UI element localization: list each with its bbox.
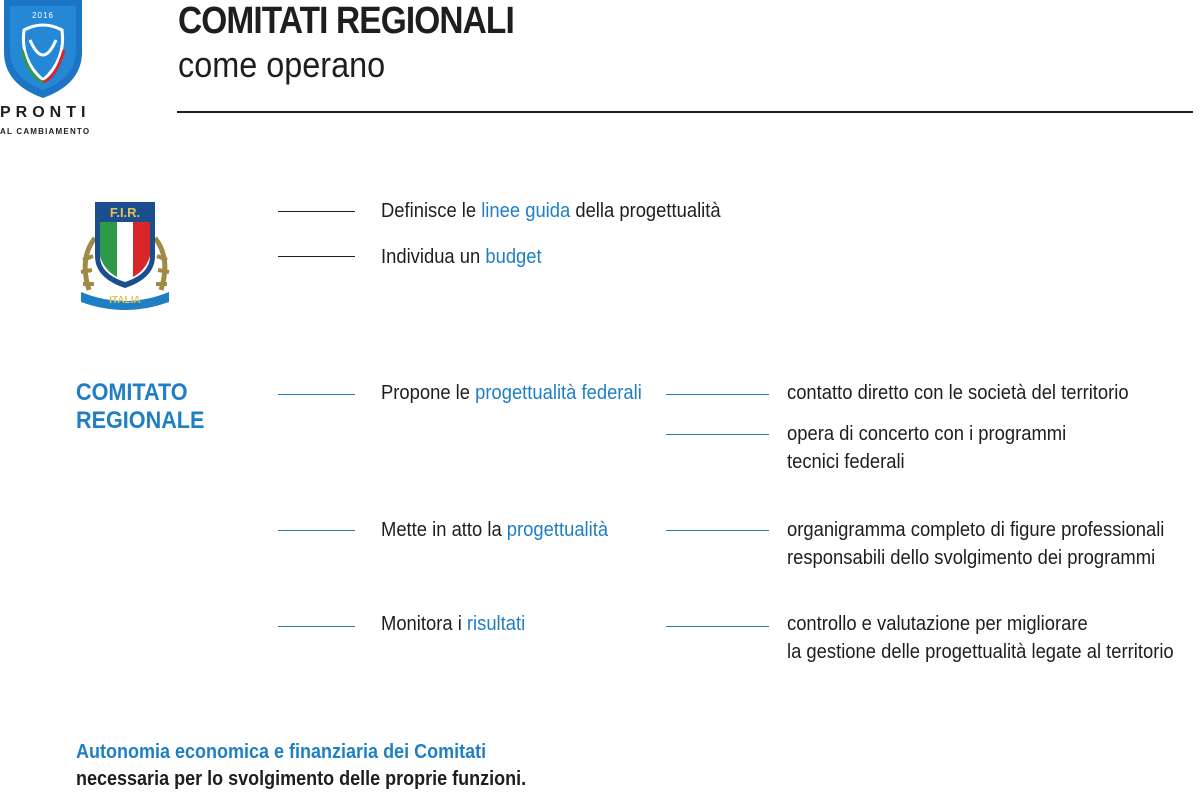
brand-tagline: AL CAMBIAMENTO (0, 127, 91, 136)
detail-line: controllo e valutazione per migliorare (787, 613, 1088, 635)
action-text: Monitora i (381, 613, 467, 635)
crest-top-label: F.I.R. (109, 205, 141, 220)
action-highlight: progettualità federali (475, 382, 642, 404)
item-highlight: budget (485, 246, 542, 268)
crest-ribbon-label: ITALIA (109, 295, 141, 306)
connector-line (666, 626, 769, 627)
connector-line (666, 530, 769, 531)
detail-line: la gestione delle progettualità legate al territorio (787, 641, 1174, 663)
committee-action (381, 516, 608, 544)
action-highlight: progettualità (506, 519, 609, 541)
detail-line: organigramma completo di figure professionali (787, 519, 1165, 541)
detail-line: contatto diretto con le società del territorio (787, 382, 1129, 404)
item-highlight: linee guida (481, 200, 571, 222)
page-subtitle: come operano (178, 44, 386, 85)
page-title: COMITATI REGIONALI (178, 0, 514, 42)
connector-line (278, 256, 355, 257)
detail-line: opera di concerto con i programmi (787, 423, 1067, 445)
committee-action (381, 610, 525, 638)
connector-line (666, 434, 769, 435)
committee-detail (787, 610, 1174, 666)
item-text: Individua un (381, 246, 486, 268)
committee-action (381, 379, 642, 407)
action-text: Mette in atto la (381, 519, 507, 541)
committee-detail (787, 420, 1066, 476)
committee-label-line: REGIONALE (76, 407, 205, 434)
footer-text: necessaria per lo svolgimento delle proprie funzioni. (76, 768, 527, 790)
footer-highlight: Autonomia economica e finanziaria dei Comitati (76, 741, 487, 763)
connector-line (278, 530, 355, 531)
connector-line (278, 394, 355, 395)
header-divider (177, 111, 1193, 113)
federation-item (381, 197, 721, 225)
detail-line: responsabili dello svolgimento dei programmi (787, 547, 1156, 569)
connector-line (278, 211, 355, 212)
fir-crest-icon (75, 198, 175, 316)
committee-detail (787, 516, 1164, 572)
committee-label (76, 379, 204, 435)
committee-label-line: COMITATO (76, 379, 188, 406)
brand-year: 2016 (32, 11, 54, 20)
brand-word: PRONTI (0, 104, 91, 121)
action-text: Propone le (381, 382, 476, 404)
item-text: Definisce le (381, 200, 482, 222)
pronti-shield-icon (0, 0, 86, 100)
detail-line: tecnici federali (787, 451, 905, 473)
federation-item (381, 243, 542, 271)
action-highlight: risultati (466, 613, 526, 635)
item-text: della progettualità (570, 200, 721, 222)
connector-line (278, 626, 355, 627)
connector-line (666, 394, 769, 395)
committee-detail (787, 379, 1129, 407)
